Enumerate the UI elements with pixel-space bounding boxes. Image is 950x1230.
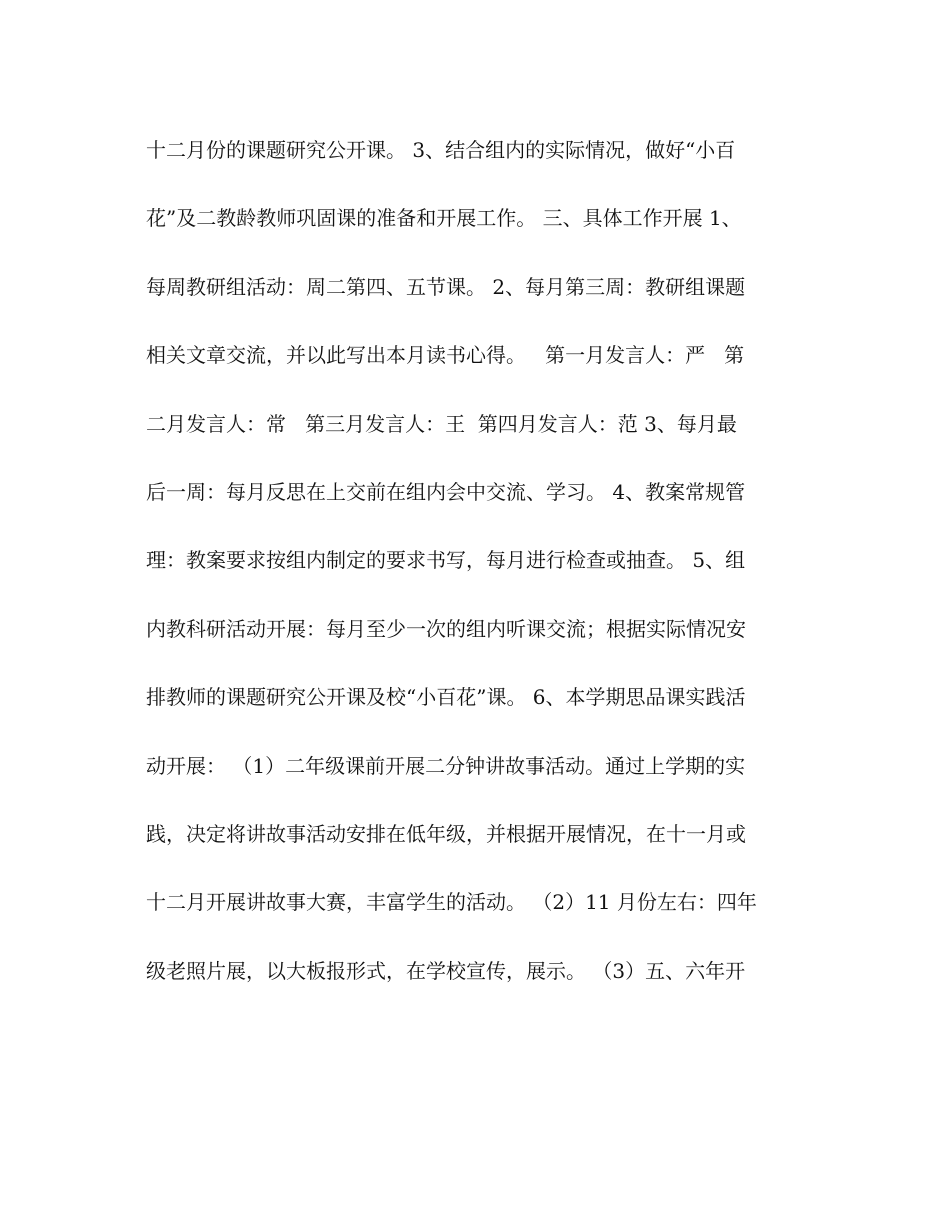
text-line: 践，决定将讲故事活动安排在低年级，并根据开展情况，在十一月或 [146, 821, 746, 846]
text-line: 二月发言人：常 第三月发言人：王 第四月发言人：范 3、每月最 [146, 411, 737, 436]
text-line: 动开展： （1）二年级课前开展二分钟讲故事活动。通过上学期的实 [146, 753, 746, 778]
text-line: 花”及二教龄教师巩固课的准备和开展工作。 三、具体工作开展 1、 [146, 206, 742, 231]
text-line: 十二月份的课题研究公开课。 3、结合组内的实际情况，做好“小百 [146, 138, 736, 162]
text-line: 十二月开展讲故事大赛，丰富学生的活动。 （2）11 月份左右：四年 [146, 890, 757, 915]
text-line: 相关文章交流，并以此写出本月读书心得。 第一月发言人：严 第 [146, 343, 745, 368]
text-line: 每周教研组活动：周二第四、五节课。 2、每月第三周：教研组课题 [146, 274, 746, 299]
text-line: 后一周：每月反思在上交前在组内会中交流、学习。 4、教案常规管 [146, 479, 746, 504]
text-line: 排教师的课题研究公开课及校“小百花”课。 6、本学期思品课实践活 [146, 685, 746, 710]
body-text [146, 140, 806, 1029]
text-line: 理：教案要求按组内制定的要求书写，每月进行检查或抽查。 5、组 [146, 548, 746, 573]
text-line: 内教科研活动开展：每月至少一次的组内听课交流；根据实际情况安 [146, 616, 746, 641]
text-line: 级老照片展，以大板报形式，在学校宣传，展示。 （3）五、六年开 [146, 958, 746, 983]
